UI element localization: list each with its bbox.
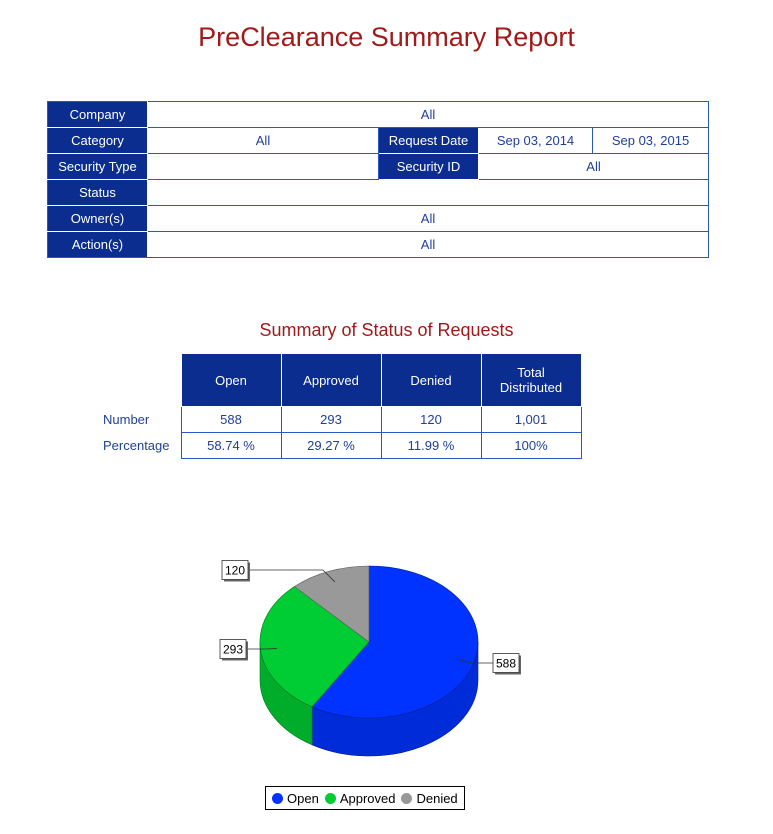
number-open: 588 (181, 407, 281, 433)
company-value: All (148, 102, 709, 128)
security-type-value (148, 154, 379, 180)
criteria-row-security (48, 154, 709, 180)
request-date-label: Request Date (379, 128, 479, 154)
data-label-open: 588 (495, 656, 517, 671)
security-type-label: Security Type (48, 154, 148, 180)
percentage-label: Percentage (103, 438, 170, 453)
percentage-total: 100% (481, 433, 581, 459)
legend-item-open (272, 791, 319, 806)
owners-label: Owner(s) (48, 206, 148, 232)
summary-title: Summary of Status of Requests (259, 320, 514, 340)
security-id-value: All (479, 154, 709, 180)
summary-header-row (97, 354, 581, 407)
security-id-label: Security ID (379, 154, 479, 180)
criteria-table (47, 101, 709, 258)
chart-legend (265, 786, 465, 810)
status-label: Status (48, 180, 148, 206)
criteria-row-category (48, 128, 709, 154)
legend-denied-swatch (401, 793, 412, 804)
summary-table (97, 353, 582, 459)
status-value (148, 180, 709, 206)
criteria-row-company (48, 102, 709, 128)
legend-open-label: Open (287, 790, 319, 806)
actions-value: All (148, 232, 709, 258)
percentage-denied: 11.99 % (381, 433, 481, 459)
percentage-approved: 29.27 % (281, 433, 381, 459)
company-label: Company (48, 102, 148, 128)
percentage-open: 58.74 % (181, 433, 281, 459)
category-label: Category (48, 128, 148, 154)
header-total-distributed (481, 354, 581, 407)
header-total-distributed-text: Total Distributed (499, 365, 563, 395)
criteria-row-owners (48, 206, 709, 232)
number-approved: 293 (281, 407, 381, 433)
number-row (97, 407, 581, 433)
owners-value: All (148, 206, 709, 232)
criteria-row-status (48, 180, 709, 206)
category-value: All (148, 128, 379, 154)
data-label-denied: 120 (224, 563, 246, 578)
summary-corner (97, 354, 181, 407)
legend-open-swatch (272, 793, 283, 804)
percentage-row (97, 433, 581, 459)
status-pie-chart (0, 500, 773, 780)
request-date-to: Sep 03, 2015 (593, 128, 709, 154)
number-denied: 120 (381, 407, 481, 433)
criteria-row-actions (48, 232, 709, 258)
header-open: Open (181, 354, 281, 407)
actions-label: Action(s) (48, 232, 148, 258)
legend-item-approved (325, 791, 396, 806)
legend-approved-label: Approved (339, 790, 396, 806)
number-total: 1,001 (481, 407, 581, 433)
legend-approved-swatch (325, 793, 336, 804)
legend-denied-label: Denied (416, 790, 458, 806)
report-title: PreClearance Summary Report (198, 22, 575, 52)
request-date-from: Sep 03, 2014 (479, 128, 593, 154)
header-denied: Denied (381, 354, 481, 407)
header-approved: Approved (281, 354, 381, 407)
number-label: Number (103, 412, 150, 427)
legend-item-denied (401, 791, 457, 806)
data-label-approved: 293 (222, 642, 244, 657)
